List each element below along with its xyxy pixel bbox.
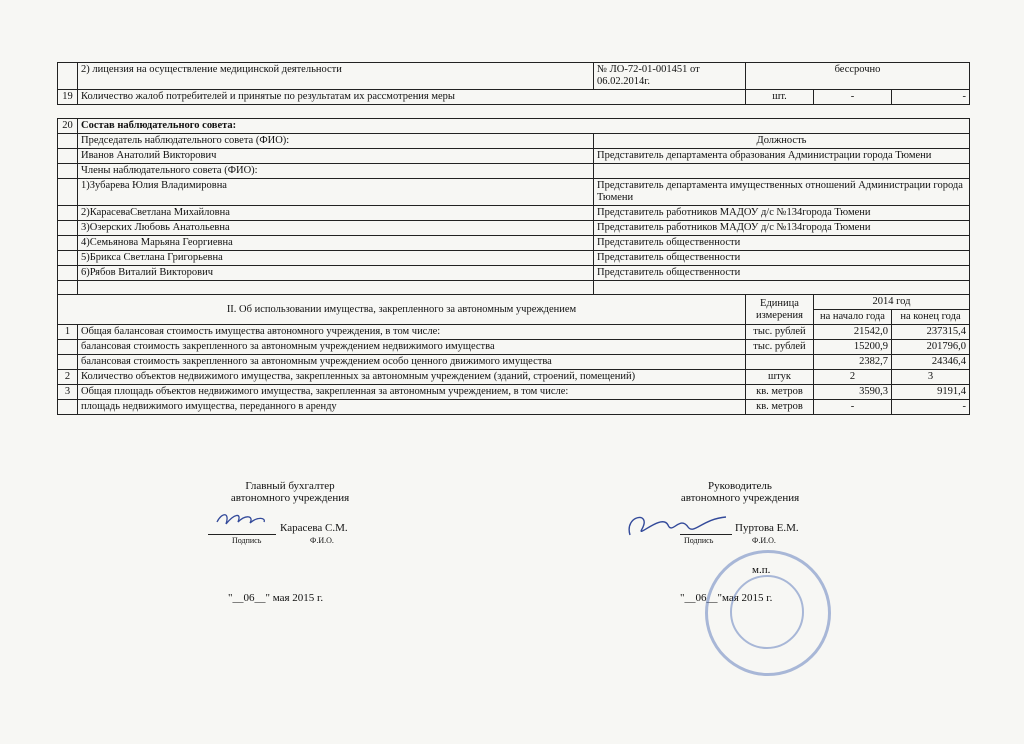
row-unit: тыс. рублей <box>746 325 814 340</box>
row-text: Общая балансовая стоимость имущества автономного учреждения, в том числе: <box>78 325 746 340</box>
row-unit: тыс. рублей <box>746 340 814 355</box>
table-row <box>58 206 970 221</box>
row-value-start: - <box>814 400 892 415</box>
accountant-date: "__06__" мая 2015 г. <box>228 592 324 604</box>
row-unit: шт. <box>746 90 814 105</box>
row-value-end: 201796,0 <box>892 340 970 355</box>
member-name: 4)Семьянова Марьяна Георгиевна <box>78 236 594 251</box>
table-row <box>58 119 970 134</box>
member-name: 3)Озерских Любовь Анатольевна <box>78 221 594 236</box>
director-sign-label: Подпись <box>684 536 714 545</box>
license-text: 2) лицензия на осуществление медицинской деятельности <box>78 63 594 90</box>
director-fio-label: Ф.И.О. <box>752 536 776 545</box>
table-row <box>58 63 970 90</box>
member-name: 5)Брикса Светлана Григорьевна <box>78 251 594 266</box>
table-row <box>58 134 970 149</box>
table-row <box>58 385 970 400</box>
row-number <box>58 400 78 415</box>
row-value-start: - <box>814 90 892 105</box>
table-row <box>58 164 970 179</box>
report-page <box>57 62 969 415</box>
row-number: 3 <box>58 385 78 400</box>
table-row <box>58 400 970 415</box>
accountant-title: Главный бухгалтер автономного учреждения <box>230 480 350 504</box>
member-name: 1)Зубарева Юлия Владимировна <box>78 179 594 206</box>
member-position: Представитель работников МАДОУ д/с №134города Тюмени <box>594 206 970 221</box>
row-unit: штук <box>746 370 814 385</box>
row-value-end: - <box>892 400 970 415</box>
member-position: Представитель общественности <box>594 251 970 266</box>
member-name: 2)КарасеваСветлана Михайловна <box>78 206 594 221</box>
row-unit <box>746 355 814 370</box>
table-row <box>58 90 970 105</box>
organization-stamp-icon <box>705 550 831 676</box>
row-number: 19 <box>58 90 78 105</box>
license-term: бессрочно <box>746 63 970 90</box>
members-label: Члены наблюдательного совета (ФИО): <box>78 164 594 179</box>
row-number: 2 <box>58 370 78 385</box>
row-text: Количество жалоб потребителей и принятые по результатам их рассмотрения меры <box>78 90 746 105</box>
director-signature-icon <box>622 505 732 545</box>
table-row <box>58 221 970 236</box>
table-row <box>58 149 970 164</box>
start-header: на начало года <box>814 310 892 325</box>
row-text: Общая площадь объектов недвижимого имущества, закрепленная за автономным учреждением, в том числе: <box>78 385 746 400</box>
row-number <box>58 340 78 355</box>
position-label: Должность <box>594 134 970 149</box>
table-row <box>58 340 970 355</box>
row-number: 20 <box>58 119 78 134</box>
row-value-end: 24346,4 <box>892 355 970 370</box>
row-value-start: 21542,0 <box>814 325 892 340</box>
row-text: балансовая стоимость закрепленного за автономным учреждением особо ценного движимого имущества <box>78 355 746 370</box>
row-value-end: 3 <box>892 370 970 385</box>
member-position: Представитель общественности <box>594 236 970 251</box>
row-value-start: 2382,7 <box>814 355 892 370</box>
accountant-name: Карасева С.М. <box>280 522 348 534</box>
accountant-fio-label: Ф.И.О. <box>310 536 334 545</box>
row-value-end: 237315,4 <box>892 325 970 340</box>
row-text: площадь недвижимого имущества, переданного в аренду <box>78 400 746 415</box>
report-table <box>57 62 970 415</box>
row-value-start: 15200,9 <box>814 340 892 355</box>
member-position: Представитель департамента имущественных отношений Администрации города Тюмени <box>594 179 970 206</box>
row-value-end: - <box>892 90 970 105</box>
row-number <box>58 355 78 370</box>
table-row <box>58 266 970 281</box>
member-name: 6)Рябов Виталий Викторович <box>78 266 594 281</box>
row-number: 1 <box>58 325 78 340</box>
chair-name: Иванов Анатолий Викторович <box>78 149 594 164</box>
row-value-start: 3590,3 <box>814 385 892 400</box>
unit-header: Единица измерения <box>746 295 814 325</box>
row-value-start: 2 <box>814 370 892 385</box>
table-row <box>58 325 970 340</box>
director-name: Пуртова Е.М. <box>735 522 799 534</box>
board-title: Состав наблюдательного совета: <box>78 119 970 134</box>
year-header: 2014 год <box>814 295 970 310</box>
end-header: на конец года <box>892 310 970 325</box>
chair-position: Представитель департамента образования Администрации города Тюмени <box>594 149 970 164</box>
member-position: Представитель общественности <box>594 266 970 281</box>
accountant-signature-line <box>208 534 276 535</box>
table-row <box>58 236 970 251</box>
section-header-row <box>58 295 970 310</box>
license-number: № ЛО-72-01-001451 от 06.02.2014г. <box>594 63 746 90</box>
row-text: балансовая стоимость закрепленного за автономным учреждением недвижимого имущества <box>78 340 746 355</box>
director-date: "__06__"мая 2015 г. <box>680 592 773 604</box>
stamp-place-label: м.п. <box>752 564 771 576</box>
row-text: Количество объектов недвижимого имущества, закрепленных за автономным учреждением (зданий, строений, помещений) <box>78 370 746 385</box>
row-value-end: 9191,4 <box>892 385 970 400</box>
table-row <box>58 179 970 206</box>
director-signature-line <box>680 534 732 535</box>
accountant-signature-icon <box>212 508 272 530</box>
row-unit: кв. метров <box>746 400 814 415</box>
accountant-sign-label: Подпись <box>232 536 262 545</box>
member-position: Представитель работников МАДОУ д/с №134города Тюмени <box>594 221 970 236</box>
chair-label: Председатель наблюдательного совета (ФИО): <box>78 134 594 149</box>
table-row <box>58 370 970 385</box>
table-row <box>58 355 970 370</box>
row-unit: кв. метров <box>746 385 814 400</box>
table-row <box>58 251 970 266</box>
section-title: II. Об использовании имущества, закрепленного за автономным учреждением <box>58 295 746 325</box>
director-title: Руководитель автономного учреждения <box>680 480 800 504</box>
